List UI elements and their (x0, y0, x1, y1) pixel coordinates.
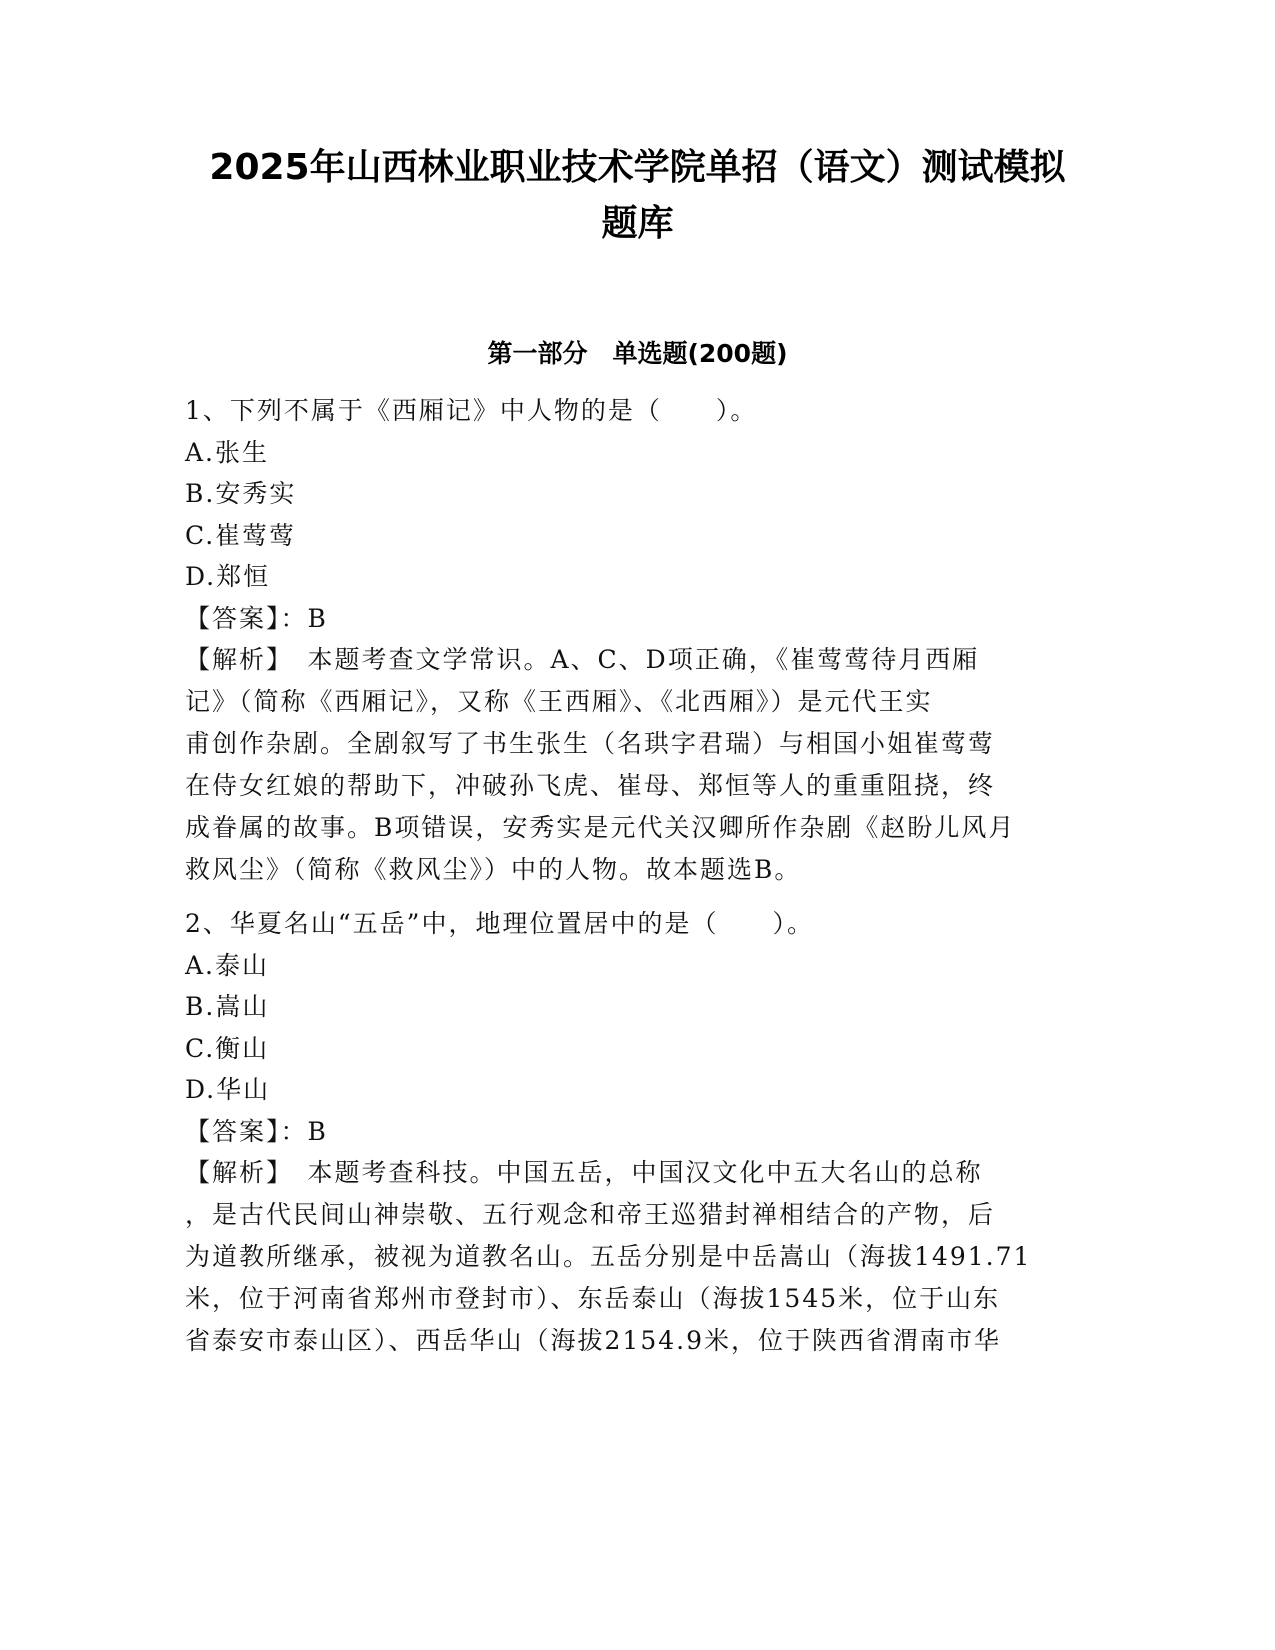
option-b: B.嵩山 (185, 992, 270, 1021)
option-b: B.安秀实 (185, 479, 297, 508)
explanation-line: 【解析】 本题考查文学常识。A、C、D项正确，《崔莺莺待月西厢 (185, 645, 980, 674)
title-line-1: 2025年山西林业职业技术学院单招（语文）测试模拟 (209, 147, 1066, 188)
explanation (185, 639, 1095, 891)
question-stem: 2、华夏名山“五岳”中，地理位置居中的是（ ）。 (185, 909, 814, 938)
explanation-line: 成眷属的故事。B项错误，安秀实是元代关汉卿所作杂剧《赵盼儿风月 (185, 813, 1016, 842)
question-item (185, 390, 1095, 891)
explanation-line: 在侍女红娘的帮助下，冲破孙飞虎、崔母、郑恒等人的重重阻挠，终 (185, 771, 996, 800)
explanation-line: 米，位于河南省郑州市登封市）、东岳泰山（海拔1545米，位于山东 (185, 1284, 1001, 1313)
answer: 【答案】：B (185, 1116, 328, 1146)
document-title (180, 140, 1095, 252)
option-a: A.张生 (185, 437, 270, 467)
explanation (185, 1152, 1095, 1362)
answer: 【答案】：B (185, 603, 328, 633)
explanation-line: 【解析】 本题考查科技。中国五岳，中国汉文化中五大名山的总称 (185, 1158, 983, 1187)
option-c: C.衡山 (185, 1033, 270, 1063)
title-line-2: 题库 (601, 203, 674, 244)
explanation-line: ，是古代民间山神崇敬、五行观念和帝王巡猎封禅相结合的产物，后 (185, 1200, 996, 1229)
question-item (185, 903, 1095, 1362)
option-d: D.华山 (185, 1075, 271, 1104)
question-stem: 1、下列不属于《西厢记》中人物的是（ ）。 (185, 396, 758, 425)
question-list (185, 390, 1095, 1362)
explanation-line: 为道教所继承，被视为道教名山。五岳分别是中岳嵩山（海拔1491.71 (185, 1242, 1032, 1271)
explanation-line: 省泰安市泰山区）、西岳华山（海拔2154.9米，位于陕西省渭南市华 (185, 1326, 1001, 1355)
option-c: C.崔莺莺 (185, 520, 297, 550)
explanation-line: 甫创作杂剧。全剧叙写了书生张生（名珙字君瑞）与相国小姐崔莺莺 (185, 729, 996, 758)
option-a: A.泰山 (185, 950, 270, 980)
option-d: D.郑恒 (185, 562, 271, 591)
explanation-line: 记》（简称《西厢记》，又称《王西厢》、《北西厢》）是元代王实 (185, 687, 933, 716)
explanation-line: 救风尘》（简称《救风尘》）中的人物。故本题选B。 (185, 855, 802, 884)
section-heading: 第一部分 单选题(200题) (487, 339, 788, 368)
